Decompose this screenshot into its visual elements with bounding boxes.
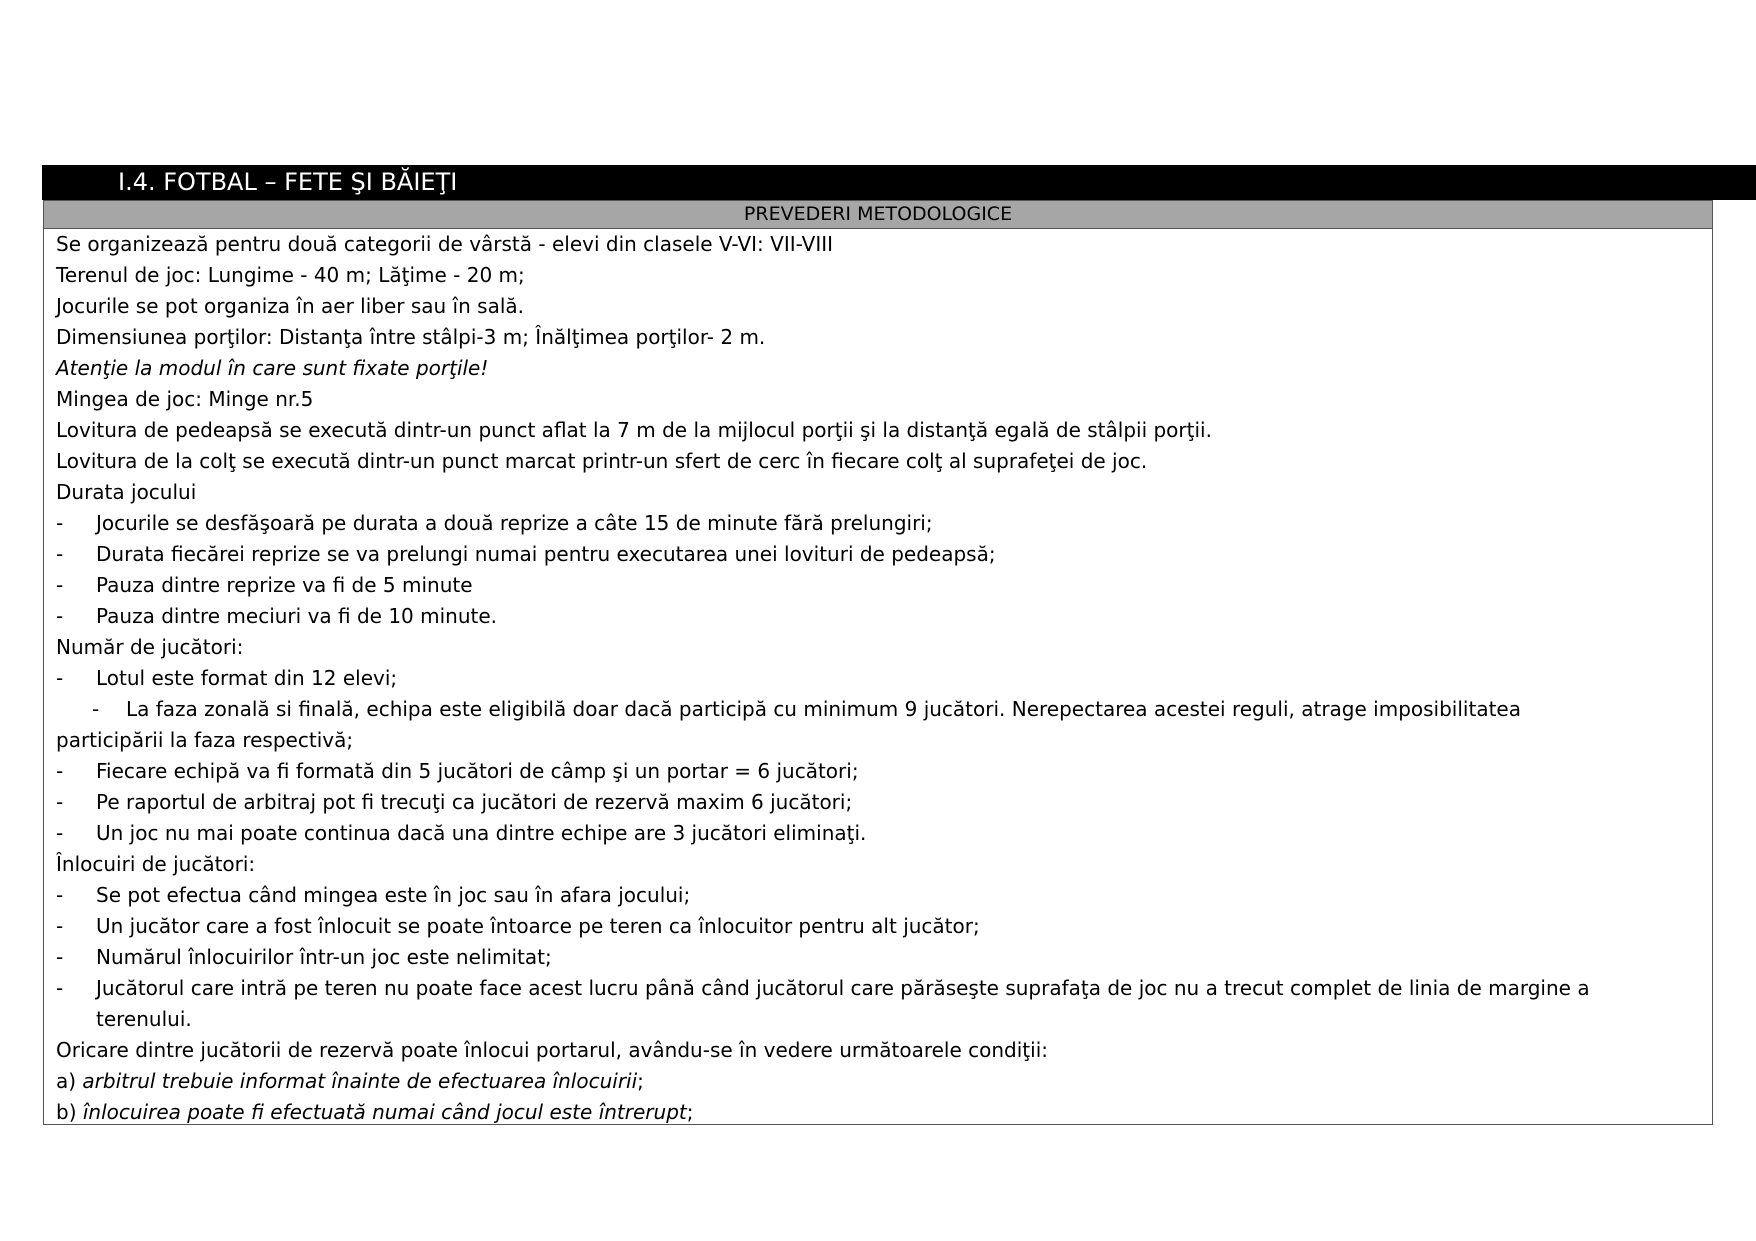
list-item — [56, 508, 1712, 539]
list-item — [56, 942, 1712, 973]
list-item-text: Lotul este format din 12 elevi; — [96, 666, 398, 690]
text-line: participării la faza respectivă; — [56, 728, 354, 752]
subheading-game-duration: Durata jocului — [56, 480, 197, 504]
list-item — [56, 911, 1712, 942]
list-item-text: Un joc nu mai poate continua dacă una dintre echipe are 3 jucători eliminaţi. — [96, 821, 867, 845]
list-item — [56, 787, 1712, 818]
subheading-substitutions: Înlocuiri de jucători: — [56, 852, 256, 876]
bullet: - — [56, 511, 64, 535]
list-item — [56, 570, 1712, 601]
condition-label: a) — [56, 1069, 77, 1093]
list-item-text: La faza zonală si finală, echipa este eligibilă doar dacă participă cu minimum 9 jucători. Nerepectarea acestei reguli, atrage imposibilitatea — [126, 697, 1521, 721]
bullet: - — [56, 883, 64, 907]
condition-item — [56, 1066, 1712, 1097]
condition-text: înlocuirea poate fi efectuată numai când jocul este întrerupt — [82, 1100, 687, 1124]
section-title-bar — [42, 165, 1756, 200]
condition-text: arbitrul trebuie informat înainte de efectuarea înlocuirii — [82, 1069, 638, 1093]
table-header: PREVEDERI METODOLOGICE — [44, 201, 1712, 229]
list-item — [56, 601, 1712, 632]
rules-table — [43, 200, 1713, 1125]
list-item-text: Jucătorul care intră pe teren nu poate face acest lucru până când jucătorul care părăseşte suprafaţa de joc nu a trecut complet de linia de margine a — [96, 976, 1590, 1000]
list-item-text: Jocurile se desfăşoară pe durata a două reprize a câte 15 de minute fără prelungiri; — [96, 511, 933, 535]
text-line: Dimensiunea porţilor: Distanţa între stâlpi-3 m; Înălţimea porţilor- 2 m. — [56, 325, 766, 349]
list-item-text: Se pot efectua când mingea este în joc sau în afara jocului; — [96, 883, 691, 907]
bullet: - — [92, 697, 100, 721]
condition-suffix: ; — [637, 1069, 644, 1093]
warning-line: Atenţie la modul în care sunt fixate porţile! — [56, 356, 489, 380]
list-item — [56, 973, 1712, 1004]
condition-item — [56, 1097, 1712, 1128]
list-item-text: Un jucător care a fost înlocuit se poate întoarce pe teren ca înlocuitor pentru alt jucător; — [96, 914, 980, 938]
list-item-text: Pauza dintre meciuri va fi de 10 minute. — [96, 604, 498, 628]
bullet: - — [56, 666, 64, 690]
list-item — [56, 880, 1712, 911]
bullet: - — [56, 821, 64, 845]
condition-suffix: ; — [686, 1100, 694, 1124]
list-item-continuation: terenului. — [96, 1007, 192, 1031]
section-title: I.4. FOTBAL – FETE ŞI BĂIEŢI — [118, 168, 458, 196]
text-line: Mingea de joc: Minge nr.5 — [56, 387, 314, 411]
list-item — [56, 818, 1712, 849]
subheading-players: Număr de jucători: — [56, 635, 244, 659]
list-item-text: Numărul înlocuirilor într-un joc este nelimitat; — [96, 945, 552, 969]
list-item — [56, 756, 1712, 787]
list-item — [56, 694, 1712, 725]
list-item-text: Fiecare echipă va fi formată din 5 jucători de câmp şi un portar = 6 jucători; — [96, 759, 859, 783]
condition-label: b) — [56, 1100, 77, 1124]
list-item-text: Durata fiecărei reprize se va prelungi numai pentru executarea unei lovituri de pedeapsă; — [96, 542, 996, 566]
text-line: Jocurile se pot organiza în aer liber sau în sală. — [56, 294, 524, 318]
bullet: - — [56, 945, 64, 969]
bullet: - — [56, 604, 64, 628]
list-item-text: Pe raportul de arbitraj pot fi trecuţi ca jucători de rezervă maxim 6 jucători; — [96, 790, 853, 814]
bullet: - — [56, 790, 64, 814]
list-item — [56, 539, 1712, 570]
list-item-text: Pauza dintre reprize va fi de 5 minute — [96, 573, 473, 597]
text-line: Se organizează pentru două categorii de vârstă - elevi din clasele V-VI: VII-VIII — [56, 232, 834, 256]
bullet: - — [56, 914, 64, 938]
bullet: - — [56, 759, 64, 783]
list-item — [56, 663, 1712, 694]
text-line: Lovitura de la colţ se execută dintr-un punct marcat printr-un sfert de cerc în fiecare colţ al suprafeţei de joc. — [56, 449, 1148, 473]
bullet: - — [56, 976, 64, 1000]
table-body — [44, 229, 1712, 1128]
bullet: - — [56, 573, 64, 597]
text-line: Terenul de joc: Lungime - 40 m; Lăţime - 20 m; — [56, 263, 525, 287]
text-line: Oricare dintre jucătorii de rezervă poate înlocui portarul, avându-se în vedere următoarele condiţii: — [56, 1038, 1048, 1062]
text-line: Lovitura de pedeapsă se execută dintr-un punct aflat la 7 m de la mijlocul porţii şi la distanţă egală de stâlpii porţii. — [56, 418, 1212, 442]
bullet: - — [56, 542, 64, 566]
